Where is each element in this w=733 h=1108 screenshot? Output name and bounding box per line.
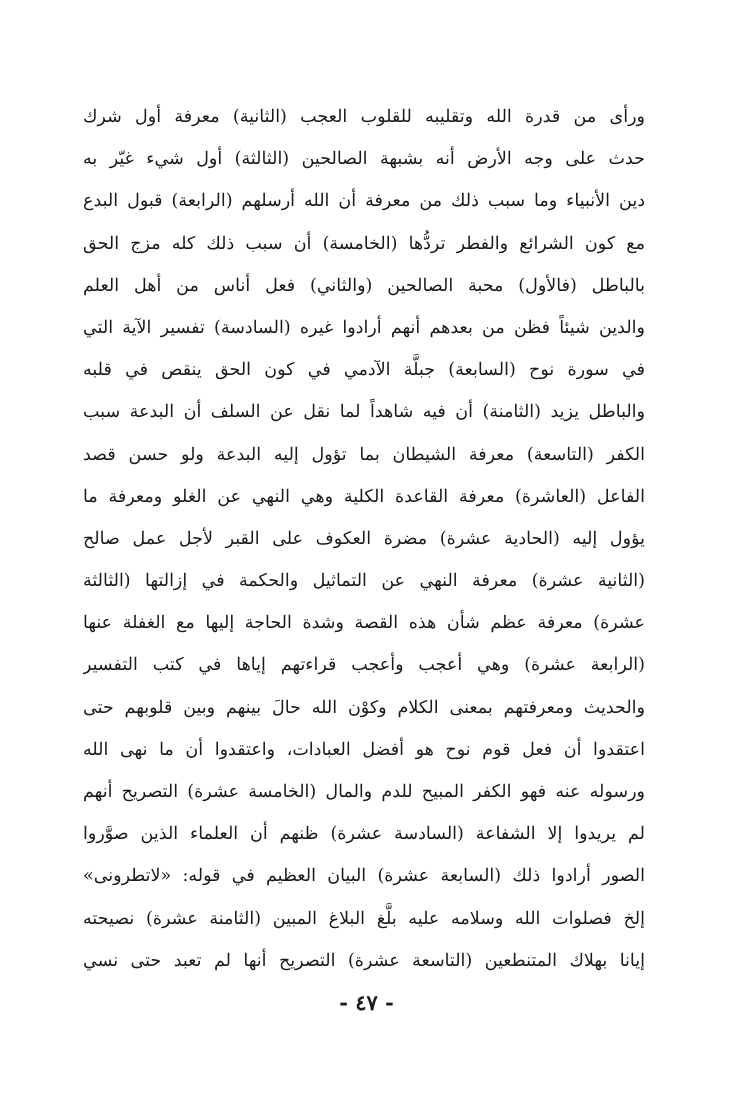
text-line-21: إيانا بهلاك المتنطعين (التاسعة عشرة) التصريح أنها لم تعبد حتى نسي [83,950,645,971]
text-line-4: مع كون الشرائع والفطر تردُّها (الخامسة) أن سبب ذلك كله مزج الحق [83,233,645,254]
text-line-20: إلخ فصلوات الله وسلامه عليه بلَّغ البلاغ المبين (الثامنة عشرة) نصيحته [83,908,645,929]
text-line-18: لم يريدوا إلا الشفاعة (السادسة عشرة) ظنهم أن العلماء الذين صوَّروا [83,824,645,845]
page-number: - ٤٧ - [339,990,394,1015]
text-line-3: دين الأنبياء وما سبب ذلك من معرفة أن الله أرسلهم (الرابعة) قبول البدع [83,191,645,212]
text-line-1: ورأى من قدرة الله وتقليبه للقلوب العجب (الثانية) معرفة أول شرك [83,107,645,127]
text-line-6: والدين شيئاً فظن من بعدهم أنهم أرادوا غيره (السادسة) تفسير الآية التي [83,317,645,338]
text-line-17: ورسوله عنه فهو الكفر المبيح للدم والمال (الخامسة عشرة) التصريح أنهم [83,782,645,802]
text-line-12: (الثانية عشرة) معرفة النهي عن التماثيل والحكمة في إزالتها (الثالثة [83,571,645,592]
text-line-7: في سورة نوح (السابعة) جبلَّة الآدمي في كون الحق ينقص في قلبه [83,360,645,381]
text-line-2: حدث على وجه الأرض أنه بشبهة الصالحين (الثالثة) أول شيء غيّر به [83,149,645,170]
text-line-11: يؤول إليه (الحادية عشرة) مضرة العكوف على القبر لأجل عمل صالح [83,528,645,549]
text-line-9: الكفر (التاسعة) معرفة الشيطان بما تؤول إليه البدعة ولو حسن قصد [83,444,645,465]
text-line-5: بالباطل (فالأول) محبة الصالحين (والثاني) فعل أناس من أهل العلم [83,275,645,296]
text-line-16: اعتقدوا أن فعل قوم نوح هو أفضل العبادات، واعتقدوا أن ما نهى الله [83,739,645,760]
text-line-15: والحديث ومعرفتهم بمعنى الكلام وكوْن الله حالَ بينهم وبين قلوبهم حتى [83,697,645,718]
text-line-14: (الرابعة عشرة) وهي أعجب وأعجب قراءتهم إياها في كتب التفسير [83,655,645,676]
text-line-10: الفاعل (العاشرة) معرفة القاعدة الكلية وهي النهي عن الغلو ومعرفة ما [83,486,645,507]
body-text [83,96,645,982]
text-line-19: الصور أرادوا ذلك (السابعة عشرة) البيان العظيم في قوله: «لاتطرونى» [83,866,645,887]
text-line-13: عشرة) معرفة عظم شأن هذه القصة وشدة الحاجة إليها مع الغفلة عنها [83,613,645,634]
text-line-8: والباطل يزيد (الثامنة) أن فيه شاهداً لما نقل عن السلف أن البدعة سبب [83,402,645,423]
